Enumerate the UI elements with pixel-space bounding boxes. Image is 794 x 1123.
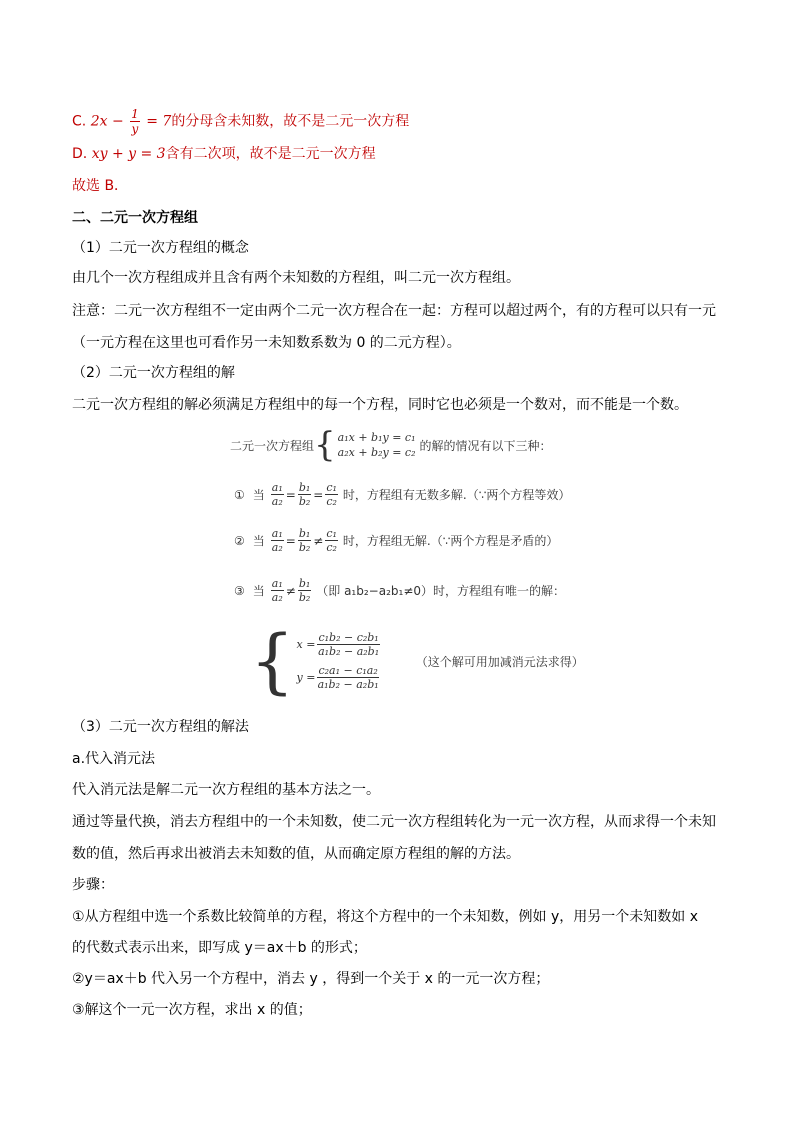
option-d — [72, 145, 376, 163]
answer-line: 故选 B． — [72, 178, 129, 194]
sub1-definition: 由几个一次方程组成并且含有两个未知数的方程组，叫二元一次方程组。 — [72, 270, 520, 286]
steps-label: 步骤： — [72, 877, 114, 893]
solution-brace: { — [250, 620, 295, 702]
solution-cases-figure — [228, 425, 608, 706]
case-2 — [234, 528, 558, 553]
case-3-a-num: a₁ — [271, 577, 283, 590]
option-d-eq: xy + y = 3 — [91, 146, 166, 162]
case-2-b-num: b₁ — [298, 527, 311, 540]
case-1-a-den: a₂ — [271, 495, 283, 508]
note-line-1: 注意：二元一次方程组不一定由两个二元一次方程合在一起：方程可以超过两个，有的方程可以只有一元 — [72, 303, 716, 319]
left-brace: { — [314, 425, 336, 465]
solution-x-lhs: x = — [296, 638, 316, 651]
sub1-title: （1）二元一次方程组的概念 — [72, 240, 249, 256]
step-1-line-1: ①从方程组中选一个系数比较简单的方程，将这个方程中的一个未知数，例如 y，用另一个未知数如 x — [72, 909, 699, 925]
method-a-title: a.代入消元法 — [72, 751, 156, 767]
solution-y-den: a₁b₂ − a₂b₁ — [317, 678, 379, 691]
method-a-desc-1: 通过等量代换，消去方程组中的一个未知数，使二元一次方程组转化为一元一次方程，从而求得一个未知 — [72, 814, 716, 830]
step-1-line-2: 的代数式表示出来，即写成 y＝ax＋b 的形式； — [72, 940, 367, 956]
system-eq-1: a₁x + b₁y = c₁ — [337, 431, 416, 444]
case-1-c-num: c₁ — [326, 481, 337, 494]
case-2-mark: ② — [234, 533, 245, 548]
solution-y-num: c₂a₁ − c₁a₂ — [318, 664, 378, 677]
case-1-rel-1: = — [285, 487, 296, 502]
option-c-prefix: C. — [72, 113, 87, 130]
case-3-text: （即 a₁b₂−a₂b₁≠0）时，方程组有唯一的解： — [316, 584, 566, 598]
case-2-a-den: a₂ — [271, 541, 283, 554]
case-1-when: 当 — [252, 488, 265, 502]
case-1-text: 时，方程组有无数多解.（∵两个方程等效） — [342, 488, 571, 502]
option-c-text: 的分母含未知数，故不是二元一次方程 — [171, 113, 410, 130]
step-2: ②y＝ax＋b 代入另一个方程中，消去 y ，得到一个关于 x 的一元一次方程； — [72, 971, 550, 987]
case-3-b-num: b₁ — [298, 577, 311, 590]
case-2-text: 时，方程组无解.（∵两个方程是矛盾的） — [342, 534, 559, 548]
system-intro-suffix: 的解的情况有以下三种： — [419, 438, 552, 453]
case-2-a-num: a₁ — [271, 527, 283, 540]
step-3: ③解这个一元一次方程，求出 x 的值； — [72, 1002, 312, 1018]
option-c — [72, 108, 409, 135]
case-1-mark: ① — [234, 487, 245, 502]
frac-denominator: y — [131, 122, 139, 136]
case-1-c-den: c₂ — [326, 495, 337, 508]
case-3-a-den: a₂ — [271, 591, 283, 604]
case-2-rel-1: = — [285, 533, 296, 548]
case-2-c-den: c₂ — [326, 541, 337, 554]
sub3-title: （3）二元一次方程组的解法 — [72, 719, 249, 735]
method-a-definition: 代入消元法是解二元一次方程组的基本方法之一。 — [72, 782, 380, 798]
solution-x-num: c₁b₂ − c₂b₁ — [318, 631, 379, 644]
option-d-text: 含有二次项，故不是二元一次方程 — [165, 146, 376, 162]
sub2-definition: 二元一次方程组的解必须满足方程组中的每一个方程，同时它也必须是一个数对，而不能是一个数。 — [72, 397, 688, 413]
system-intro-prefix: 二元一次方程组 — [230, 438, 315, 453]
case-3-mark: ③ — [234, 583, 245, 598]
case-1-b-num: b₁ — [298, 481, 311, 494]
sub2-title: （2）二元一次方程组的解 — [72, 365, 235, 381]
case-1 — [234, 482, 570, 507]
method-a-desc-2: 数的值，然后再求出被消去未知数的值，从而确定原方程组的解的方法。 — [72, 846, 520, 862]
system-intro — [230, 425, 552, 465]
case-1-rel-2: = — [313, 487, 324, 502]
case-1-a-num: a₁ — [271, 481, 283, 494]
system-eq-2: a₂x + b₂y = c₂ — [337, 446, 416, 459]
solution-y-lhs: y = — [296, 671, 316, 684]
option-c-fraction — [130, 108, 140, 135]
equation-system — [314, 425, 416, 465]
option-c-eq-b: = 7 — [146, 113, 172, 130]
unique-solution — [250, 620, 584, 702]
case-3-rel: ≠ — [285, 583, 296, 598]
case-3-when: 当 — [252, 584, 265, 598]
case-2-c-num: c₁ — [326, 527, 337, 540]
case-2-when: 当 — [252, 534, 265, 548]
option-d-prefix: D. — [72, 146, 88, 162]
case-3-b-den: b₂ — [298, 591, 311, 604]
note-line-2: （一元方程在这里也可看作另一未知数系数为 0 的二元方程）。 — [72, 335, 461, 351]
option-c-eq-a: 2x − — [90, 113, 124, 130]
solution-note: （这个解可用加减消元法求得） — [415, 654, 584, 669]
case-2-rel-2: ≠ — [313, 533, 324, 548]
case-1-b-den: b₂ — [298, 495, 311, 508]
solution-x-den: a₁b₂ − a₂b₁ — [318, 645, 380, 658]
case-2-b-den: b₂ — [298, 541, 311, 554]
section-title: 二、二元一次方程组 — [72, 210, 198, 226]
case-3 — [234, 578, 565, 603]
frac-numerator: 1 — [131, 107, 139, 121]
